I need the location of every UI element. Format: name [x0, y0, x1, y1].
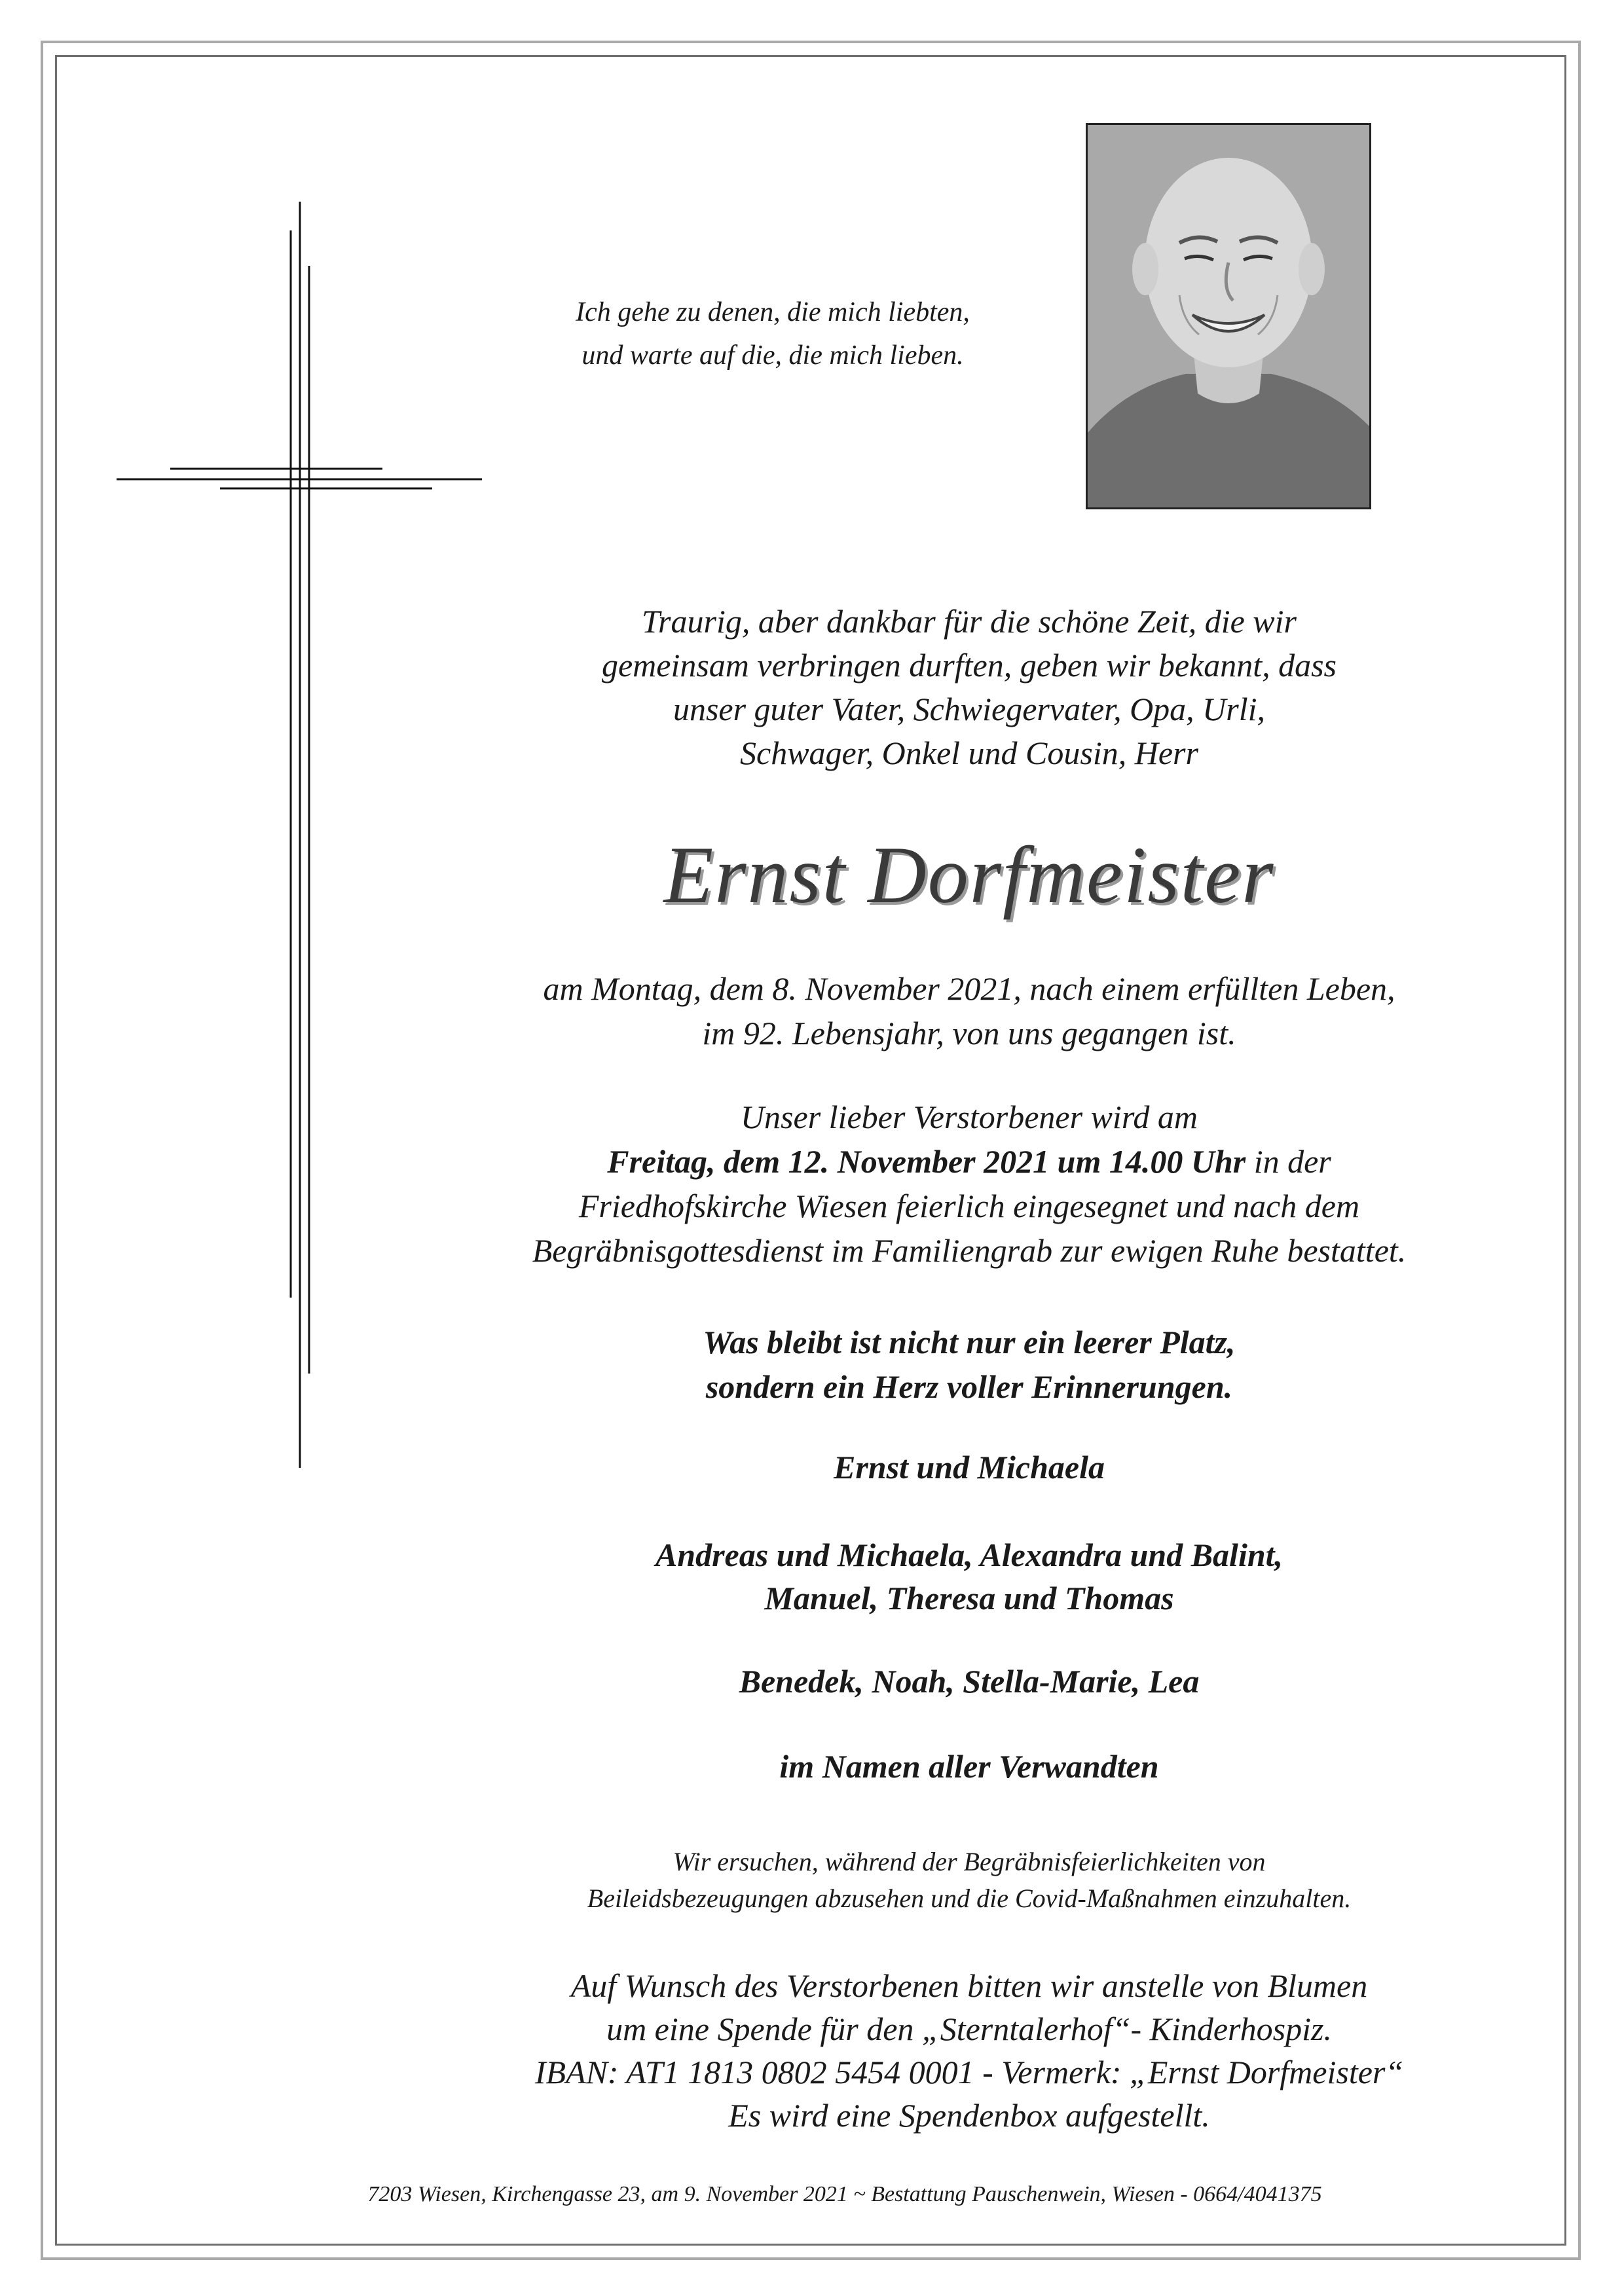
- donation-line: Es wird eine Spendenbox aufgestellt.: [728, 2097, 1210, 2134]
- footer-address: 7203 Wiesen, Kirchengasse 23, am 9. November 2021 ~ Bestattung Pauschenwein, Wiesen - 0664/4041375: [367, 2182, 1322, 2206]
- family-group-great-grandchildren: Benedek, Noah, Stella-Marie, Lea: [739, 1663, 1200, 1700]
- portrait-icon: [1088, 125, 1369, 507]
- request-line: Wir ersuchen, während der Begräbnisfeierlichkeiten von: [673, 1847, 1266, 1876]
- family-line: Manuel, Theresa und Thomas: [764, 1580, 1174, 1616]
- intro-line: unser guter Vater, Schwiegervater, Opa, Urli,: [673, 691, 1266, 727]
- death-line: im 92. Lebensjahr, von uns gegangen ist.: [702, 1015, 1236, 1051]
- portrait-photo: [1086, 123, 1371, 509]
- family-group-children: Ernst und Michaela: [833, 1449, 1105, 1485]
- funeral-date: Freitag, dem 12. November 2021 um 14.00 Uhr: [607, 1143, 1246, 1180]
- memorial-quote: [393, 1320, 1545, 1409]
- condolence-request: [393, 1844, 1545, 1917]
- intro-line: Schwager, Onkel und Cousin, Herr: [740, 735, 1198, 771]
- intro-line: gemeinsam verbringen durften, geben wir bekannt, dass: [601, 647, 1337, 683]
- intro-line: Traurig, aber dankbar für die schöne Zeit, die wir: [642, 603, 1297, 640]
- funeral-line-rest: in der: [1246, 1143, 1331, 1180]
- donation-line: Auf Wunsch des Verstorbenen bitten wir anstelle von Blumen: [570, 1967, 1368, 2004]
- funeral-date-line: [393, 1139, 1545, 1184]
- donation-notice: [393, 1964, 1545, 2137]
- request-line: Beileidsbezeugungen abzusehen und die Covid-Maßnahmen einzuhalten.: [587, 1884, 1352, 1913]
- donation-iban-line: IBAN: AT1 1813 0802 5454 0001 - Vermerk: „Ernst Dorfmeister“: [534, 2054, 1404, 2090]
- death-line: am Montag, dem 8. November 2021, nach einem erfüllten Leben,: [543, 970, 1395, 1007]
- opening-quote: [445, 291, 1100, 377]
- quote-line: und warte auf die, die mich lieben.: [581, 340, 964, 371]
- death-notice: [393, 966, 1545, 1055]
- memorial-quote-line: Was bleibt ist nicht nur ein leerer Platz,: [703, 1324, 1236, 1360]
- intro-text: [393, 600, 1545, 775]
- family-line: Andreas und Michaela, Alexandra und Balint,: [655, 1537, 1283, 1573]
- deceased-name: Ernst Dorfmeister: [663, 830, 1275, 920]
- quote-line: Ich gehe zu denen, die mich liebten,: [576, 297, 970, 327]
- funeral-line: Friedhofskirche Wiesen feierlich eingesegnet und nach dem: [578, 1188, 1360, 1224]
- funeral-details: [393, 1095, 1545, 1273]
- funeral-line: Begräbnisgottesdienst im Familiengrab zur ewigen Ruhe bestattet.: [532, 1232, 1407, 1269]
- memorial-quote-line: sondern ein Herz voller Erinnerungen.: [705, 1368, 1233, 1405]
- donation-line: um eine Spende für den „Sterntalerhof“- Kinderhospiz.: [606, 2011, 1332, 2047]
- family-group-grandchildren: [393, 1533, 1545, 1620]
- funeral-line: Unser lieber Verstorbener wird am: [740, 1099, 1198, 1135]
- family-group-relatives: im Namen aller Verwandten: [779, 1748, 1159, 1785]
